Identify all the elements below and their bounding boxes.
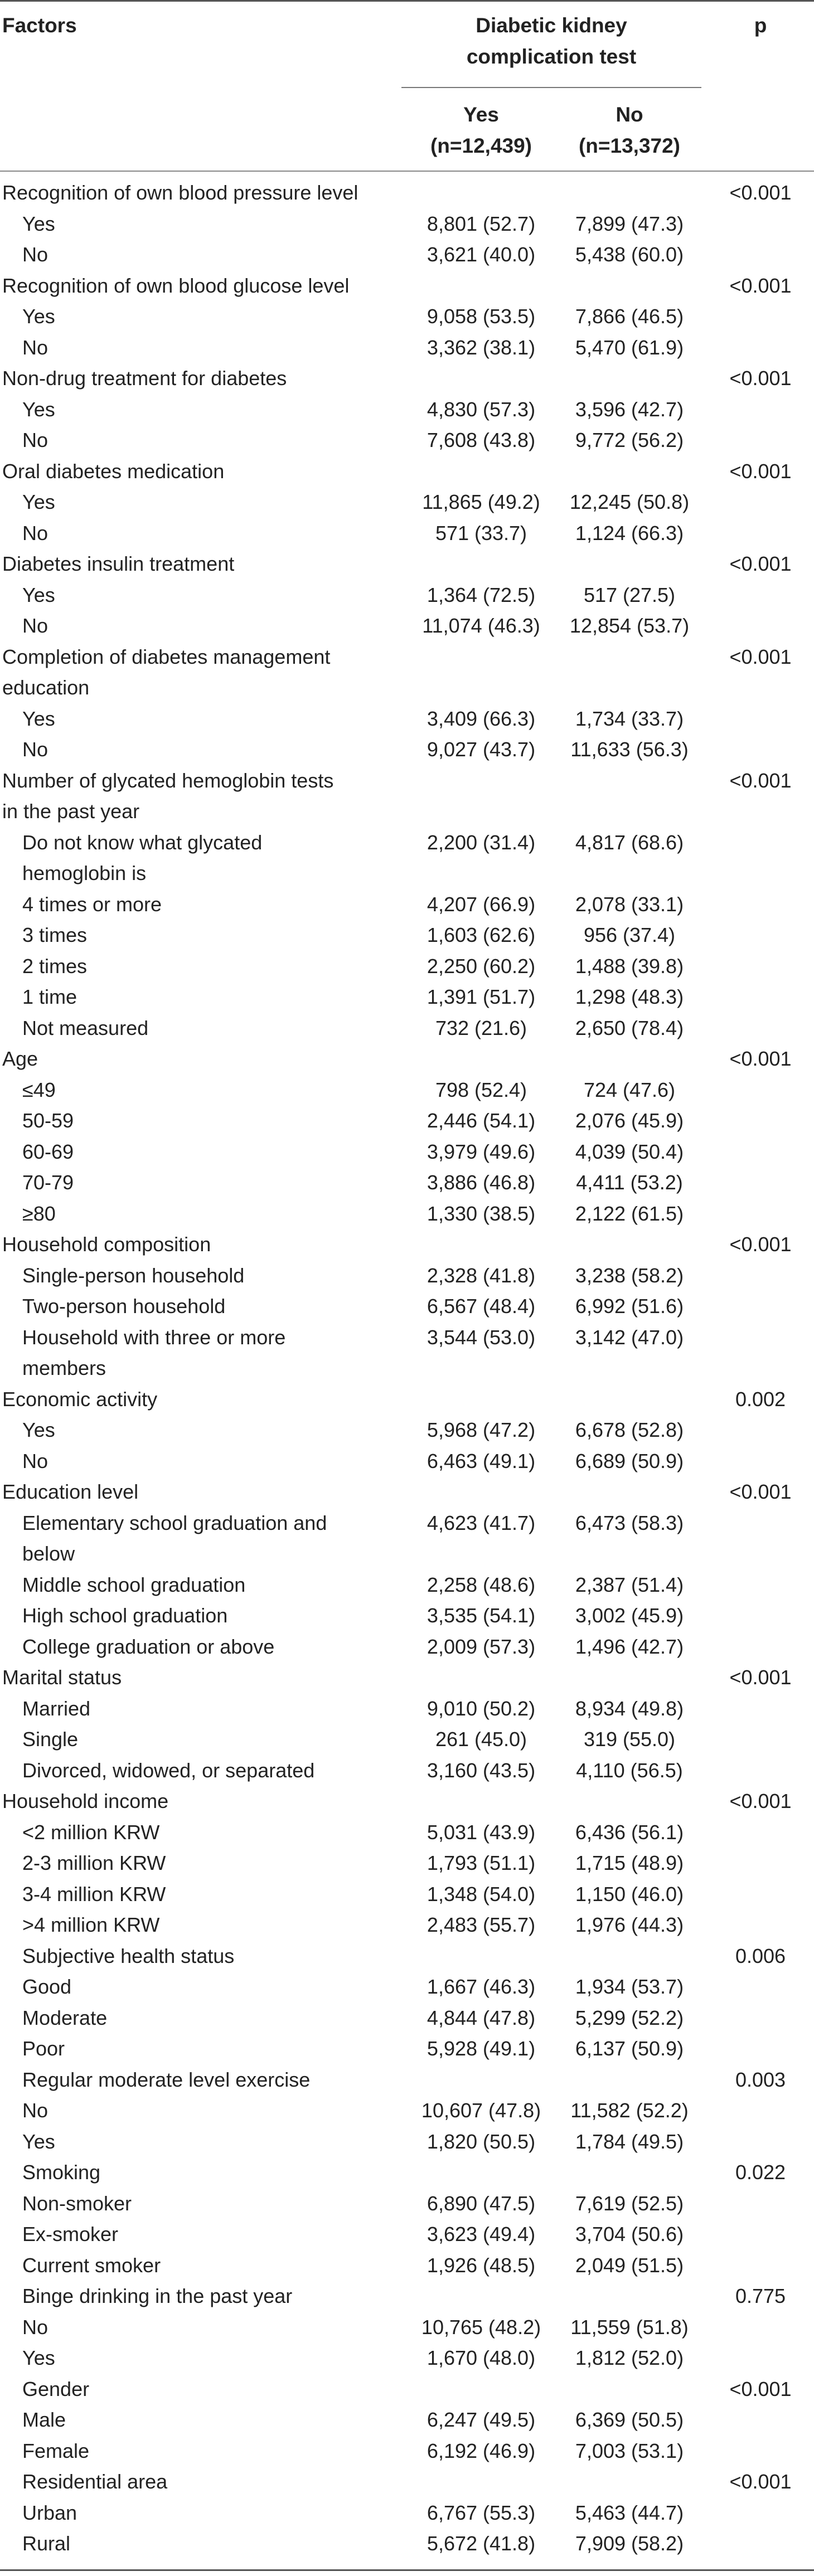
row-label: Divorced, widowed, or separated (22, 1758, 315, 1782)
row-label: No (22, 429, 49, 451)
no-cell: 4,039 (50.4) (575, 1140, 684, 1163)
row-label: >4 million KRW (22, 1913, 160, 1936)
yes-cell: 3,409 (66.3) (427, 707, 536, 730)
yes-cell: 6,567 (48.4) (427, 1295, 536, 1318)
row-label: Non-drug treatment for diabetes (2, 367, 287, 390)
row-label: Elementary school graduation and below (22, 1511, 327, 1565)
p-value-cell: <0.001 (729, 459, 792, 483)
yes-cell: 10,607 (47.8) (421, 2099, 541, 2122)
table-row-category (0, 1786, 814, 1817)
no-cell: 7,003 (53.1) (575, 2439, 684, 2462)
row-label: Yes (22, 2346, 55, 2369)
row-label: Education level (2, 1480, 139, 1503)
yes-cell: 3,623 (49.4) (427, 2223, 536, 2246)
table-row (0, 2528, 814, 2559)
table-row (0, 703, 814, 735)
table-row (0, 1879, 814, 1910)
table-row (0, 1569, 814, 1601)
yes-cell: 3,886 (46.8) (427, 1171, 536, 1194)
p-value-cell: 0.022 (735, 2161, 786, 2184)
p-value-cell: <0.001 (729, 367, 792, 390)
table-row (0, 1260, 814, 1291)
no-cell: 6,369 (50.5) (575, 2408, 684, 2431)
yes-cell: 571 (33.7) (435, 521, 527, 545)
no-cell: 517 (27.5) (583, 583, 676, 606)
p-value-cell: <0.001 (729, 1233, 792, 1256)
table-row-category (0, 456, 814, 487)
table-row (0, 1971, 814, 2003)
table-row-category (0, 548, 814, 580)
row-label: No (22, 738, 49, 761)
row-label: Household with three or more members (22, 1325, 286, 1379)
p-value-cell: <0.001 (729, 2377, 792, 2400)
row-label: Recognition of own blood pressure level (2, 181, 358, 204)
yes-cell: 11,074 (46.3) (422, 614, 540, 637)
table-row (0, 1415, 814, 1446)
yes-cell: 8,801 (52.7) (427, 212, 536, 235)
row-label: 70-79 (22, 1171, 74, 1194)
row-label: Marital status (2, 1666, 122, 1689)
table-row (0, 2374, 814, 2405)
row-label: Current smoker (22, 2253, 161, 2277)
yes-cell: 2,483 (55.7) (427, 1913, 536, 1936)
table-row (0, 2003, 814, 2034)
no-n-header: (n=13,372) (578, 134, 681, 157)
table-row (0, 827, 814, 889)
yes-cell: 2,258 (48.6) (427, 1573, 536, 1596)
no-cell: 2,078 (33.1) (575, 892, 684, 916)
no-cell: 1,150 (46.0) (575, 1882, 684, 1906)
yes-cell: 4,207 (66.9) (427, 892, 536, 916)
yes-cell: 1,364 (72.5) (427, 583, 536, 606)
yes-cell: 2,009 (57.3) (427, 1635, 536, 1658)
row-label: No (22, 1449, 49, 1472)
table-row (0, 1508, 814, 1569)
yes-cell: 1,670 (48.0) (427, 2346, 536, 2369)
row-label: Residential area (22, 2470, 168, 2493)
table-row (0, 1322, 814, 1384)
no-cell: 1,976 (44.3) (575, 1913, 684, 1936)
yes-cell: 6,767 (55.3) (427, 2501, 536, 2524)
row-label: <2 million KRW (22, 1820, 160, 1844)
p-value-cell: <0.001 (729, 552, 792, 575)
table-row-category (0, 1384, 814, 1415)
yes-cell: 10,765 (48.2) (421, 2315, 541, 2339)
p-value-cell: <0.001 (729, 1666, 792, 1689)
no-cell: 12,245 (50.8) (569, 490, 690, 513)
yes-cell: 1,793 (51.1) (427, 1851, 536, 1874)
no-header: No (616, 103, 643, 126)
row-label: 2 times (22, 954, 88, 978)
yes-cell: 9,027 (43.7) (427, 738, 536, 761)
yes-cell: 7,608 (43.8) (427, 429, 536, 451)
row-label: Good (22, 1975, 72, 1998)
no-cell: 4,110 (56.5) (576, 1758, 683, 1782)
no-cell: 1,124 (66.3) (575, 521, 684, 545)
row-label: College graduation or above (22, 1635, 275, 1658)
no-cell: 7,866 (46.5) (575, 305, 684, 328)
table-row (0, 2436, 814, 2467)
yes-cell: 2,446 (54.1) (427, 1109, 536, 1132)
no-cell: 11,633 (56.3) (570, 738, 689, 761)
yes-cell: 2,328 (41.8) (427, 1263, 536, 1287)
row-label: Non-smoker (22, 2191, 132, 2215)
row-label: Binge drinking in the past year (22, 2285, 293, 2307)
p-value-cell: <0.001 (729, 181, 792, 204)
p-value-cell: 0.002 (735, 1387, 786, 1411)
table-row (0, 2250, 814, 2281)
table-row-category (0, 363, 814, 394)
yes-cell: 261 (45.0) (435, 1728, 527, 1751)
table-row (0, 1291, 814, 1322)
no-cell: 319 (55.0) (583, 1728, 676, 1751)
yes-n-header: (n=12,439) (430, 134, 532, 157)
table-row (0, 1198, 814, 1229)
no-cell: 5,438 (60.0) (575, 243, 684, 266)
test-title-line2: complication test (466, 45, 637, 68)
yes-cell: 1,603 (62.6) (427, 924, 536, 946)
row-label: Gender (22, 2377, 90, 2400)
row-label: Age (2, 1047, 38, 1070)
p-value-cell: <0.001 (729, 274, 792, 297)
no-cell: 4,411 (53.2) (576, 1171, 683, 1194)
row-label: High school graduation (22, 1604, 228, 1627)
yes-cell: 3,160 (43.5) (427, 1758, 536, 1782)
row-label: No (22, 2099, 49, 2122)
table-row (0, 2064, 814, 2096)
row-label: Urban (22, 2501, 77, 2524)
no-cell: 1,715 (48.9) (575, 1851, 684, 1874)
row-label: 3 times (22, 924, 88, 946)
p-value-cell: <0.001 (729, 769, 792, 792)
table-row (0, 2342, 814, 2374)
yes-cell: 2,200 (31.4) (427, 830, 536, 854)
table-row (0, 2497, 814, 2529)
p-header: p (754, 14, 767, 37)
row-label: Female (22, 2439, 90, 2462)
table-row (0, 610, 814, 641)
yes-cell: 6,463 (49.1) (427, 1449, 536, 1472)
row-label: Oral diabetes medication (2, 459, 225, 483)
table-row (0, 2126, 814, 2157)
yes-cell: 1,926 (48.5) (427, 2253, 536, 2277)
row-label: Not measured (22, 1016, 149, 1039)
no-cell: 5,463 (44.7) (575, 2501, 684, 2524)
row-label: 2-3 million KRW (22, 1851, 166, 1874)
table-row (0, 920, 814, 951)
no-cell: 2,122 (61.5) (575, 1202, 684, 1225)
no-cell: 7,899 (47.3) (575, 212, 684, 235)
table-row (0, 425, 814, 456)
table-row (0, 208, 814, 240)
header-bottom-rule (0, 171, 814, 172)
no-cell: 6,473 (58.3) (575, 1511, 684, 1534)
yes-cell: 2,250 (60.2) (427, 954, 536, 978)
row-label: 4 times or more (22, 892, 162, 916)
table-row (0, 1724, 814, 1755)
no-cell: 2,650 (78.4) (575, 1016, 684, 1039)
table-row (0, 1909, 814, 1941)
p-value-cell: 0.006 (735, 1944, 786, 1967)
factors-header: Factors (2, 14, 77, 37)
row-label: Economic activity (2, 1387, 158, 1411)
no-cell: 1,734 (33.7) (575, 707, 684, 730)
table-row (0, 1848, 814, 1879)
p-value-cell: 0.003 (735, 2068, 786, 2091)
table-row (0, 2188, 814, 2219)
row-label: Yes (22, 305, 55, 328)
no-cell: 5,470 (61.9) (575, 336, 684, 359)
table-row (0, 2219, 814, 2250)
no-cell: 1,298 (48.3) (575, 985, 684, 1008)
yes-cell: 3,362 (38.1) (427, 336, 536, 359)
row-label: Single (22, 1728, 79, 1751)
table-row-category (0, 1476, 814, 1508)
yes-cell: 1,330 (38.5) (427, 1202, 536, 1225)
yes-cell: 1,391 (51.7) (427, 985, 536, 1008)
table-row (0, 734, 814, 765)
table-row (0, 239, 814, 270)
row-label: ≥80 (22, 1202, 56, 1225)
yes-cell: 4,623 (41.7) (427, 1511, 536, 1534)
yes-cell: 5,031 (43.9) (427, 1820, 536, 1844)
no-cell: 6,689 (50.9) (575, 1449, 684, 1472)
row-label: Moderate (22, 2006, 108, 2029)
row-label: Yes (22, 2130, 55, 2153)
row-label: Male (22, 2408, 66, 2431)
row-label: Regular moderate level exercise (22, 2068, 311, 2091)
table-row (0, 332, 814, 363)
table-row-category (0, 1229, 814, 1260)
no-cell: 6,137 (50.9) (575, 2037, 684, 2060)
row-label: 50-59 (22, 1109, 74, 1132)
table-row (0, 2466, 814, 2497)
table-row (0, 1755, 814, 1786)
row-label: No (22, 243, 49, 266)
yes-cell: 3,544 (53.0) (427, 1325, 536, 1349)
row-label: Yes (22, 1418, 55, 1441)
row-label: Single-person household (22, 1263, 245, 1287)
row-label: Yes (22, 397, 55, 421)
no-cell: 2,076 (45.9) (575, 1109, 684, 1132)
yes-cell: 4,844 (47.8) (427, 2006, 536, 2029)
yes-cell: 4,830 (57.3) (427, 397, 536, 421)
table-row (0, 1600, 814, 1631)
row-label: Yes (22, 212, 55, 235)
table-row-category (0, 270, 814, 302)
no-cell: 1,488 (39.8) (575, 954, 684, 978)
table-row-category (0, 1043, 814, 1075)
row-label: ≤49 (22, 1078, 56, 1101)
row-label: Subjective health status (22, 1944, 235, 1967)
table-row (0, 1693, 814, 1724)
no-cell: 724 (47.6) (583, 1078, 676, 1101)
no-cell: 11,559 (51.8) (570, 2315, 689, 2339)
row-label: Number of glycated hemoglobin tests in the past year (2, 769, 334, 823)
table-row (0, 301, 814, 332)
table-row-category (0, 177, 814, 208)
row-label: Do not know what glycated hemoglobin is (22, 830, 263, 884)
group-header-rule (401, 87, 701, 88)
table-row (0, 981, 814, 1013)
row-label: Yes (22, 490, 55, 513)
row-label: Married (22, 1697, 91, 1720)
yes-cell: 9,010 (50.2) (427, 1697, 536, 1720)
no-cell: 4,817 (68.6) (575, 830, 684, 854)
row-label: Yes (22, 583, 55, 606)
no-cell: 1,496 (42.7) (575, 1635, 684, 1658)
yes-cell: 3,535 (54.1) (427, 1604, 536, 1627)
row-label: No (22, 336, 49, 359)
table-row (0, 1817, 814, 1848)
no-cell: 9,772 (56.2) (575, 429, 684, 451)
row-label: Two-person household (22, 1295, 226, 1318)
no-cell: 1,812 (52.0) (575, 2346, 684, 2369)
table-row (0, 1136, 814, 1168)
no-cell: 956 (37.4) (583, 924, 676, 946)
row-label: No (22, 2315, 49, 2339)
table-row (0, 394, 814, 425)
table-row (0, 2033, 814, 2064)
p-value-cell: <0.001 (729, 1790, 792, 1812)
row-label: Rural (22, 2532, 71, 2555)
p-value-cell: <0.001 (729, 2470, 792, 2493)
p-value-cell: <0.001 (729, 645, 792, 668)
no-cell: 3,238 (58.2) (575, 1263, 684, 1287)
table-row (0, 2404, 814, 2436)
no-cell: 7,909 (58.2) (575, 2532, 684, 2555)
row-label: Completion of diabetes management education (2, 645, 331, 699)
yes-cell: 1,667 (46.3) (427, 1975, 536, 1998)
yes-cell: 798 (52.4) (435, 1078, 527, 1101)
table-row (0, 951, 814, 982)
table-row (0, 889, 814, 920)
table-row-category (0, 641, 814, 703)
no-cell: 6,436 (56.1) (575, 1820, 684, 1844)
no-cell: 7,619 (52.5) (575, 2191, 684, 2215)
yes-header: Yes (463, 103, 499, 126)
table-bottom-rule (0, 2569, 814, 2571)
p-value-cell: <0.001 (729, 1480, 792, 1503)
no-cell: 3,142 (47.0) (575, 1325, 684, 1349)
table-row (0, 1013, 814, 1044)
table-row (0, 1631, 814, 1663)
table-row (0, 1446, 814, 1477)
row-label: Middle school graduation (22, 1573, 246, 1596)
table-row-category (0, 765, 814, 827)
table-row (0, 487, 814, 518)
p-value-cell: 0.775 (735, 2285, 786, 2307)
yes-cell: 3,621 (40.0) (427, 243, 536, 266)
row-label: Poor (22, 2037, 65, 2060)
row-label: Smoking (22, 2161, 101, 2184)
yes-cell: 6,247 (49.5) (427, 2408, 536, 2431)
table-row (0, 1941, 814, 1972)
no-cell: 2,387 (51.4) (575, 1573, 684, 1596)
table-row (0, 1075, 814, 1106)
row-label: No (22, 614, 49, 637)
table-row (0, 1105, 814, 1136)
table-row (0, 518, 814, 549)
no-cell: 6,678 (52.8) (575, 1418, 684, 1441)
no-cell: 6,992 (51.6) (575, 1295, 684, 1318)
row-label: Recognition of own blood glucose level (2, 274, 350, 297)
no-cell: 12,854 (53.7) (569, 614, 690, 637)
no-cell: 1,934 (53.7) (575, 1975, 684, 1998)
row-label: Household income (2, 1790, 169, 1812)
yes-cell: 6,192 (46.9) (427, 2439, 536, 2462)
no-cell: 3,704 (50.6) (575, 2223, 684, 2246)
no-cell: 3,002 (45.9) (575, 1604, 684, 1627)
row-label: 60-69 (22, 1140, 74, 1163)
table-row-category (0, 1662, 814, 1693)
yes-cell: 1,820 (50.5) (427, 2130, 536, 2153)
table-row (0, 2312, 814, 2343)
yes-cell: 9,058 (53.5) (427, 305, 536, 328)
table-body (0, 177, 814, 2559)
row-label: Household composition (2, 1233, 211, 1256)
yes-cell: 732 (21.6) (435, 1016, 527, 1039)
row-label: Yes (22, 707, 55, 730)
row-label: 3-4 million KRW (22, 1882, 166, 1906)
yes-cell: 11,865 (49.2) (422, 490, 540, 513)
row-label: No (22, 521, 49, 545)
p-value-cell: <0.001 (729, 1047, 792, 1070)
table-row (0, 1167, 814, 1198)
yes-cell: 5,928 (49.1) (427, 2037, 536, 2060)
yes-cell: 6,890 (47.5) (427, 2191, 536, 2215)
yes-cell: 3,979 (49.6) (427, 1140, 536, 1163)
yes-cell: 5,672 (41.8) (427, 2532, 536, 2555)
no-cell: 8,934 (49.8) (575, 1697, 684, 1720)
no-cell: 3,596 (42.7) (575, 397, 684, 421)
row-label: 1 time (22, 985, 77, 1008)
no-cell: 5,299 (52.2) (575, 2006, 684, 2029)
no-cell: 1,784 (49.5) (575, 2130, 684, 2153)
yes-cell: 1,348 (54.0) (427, 1882, 536, 1906)
no-cell: 2,049 (51.5) (575, 2253, 684, 2277)
table-row (0, 2095, 814, 2126)
table-row (0, 2157, 814, 2188)
yes-cell: 5,968 (47.2) (427, 1418, 536, 1441)
test-title-line1: Diabetic kidney (476, 14, 627, 37)
table-row (0, 2281, 814, 2312)
table-row (0, 580, 814, 611)
row-label: Diabetes insulin treatment (2, 552, 235, 575)
table-top-rule (0, 0, 814, 2)
no-cell: 11,582 (52.2) (570, 2099, 689, 2122)
row-label: Ex-smoker (22, 2223, 119, 2246)
